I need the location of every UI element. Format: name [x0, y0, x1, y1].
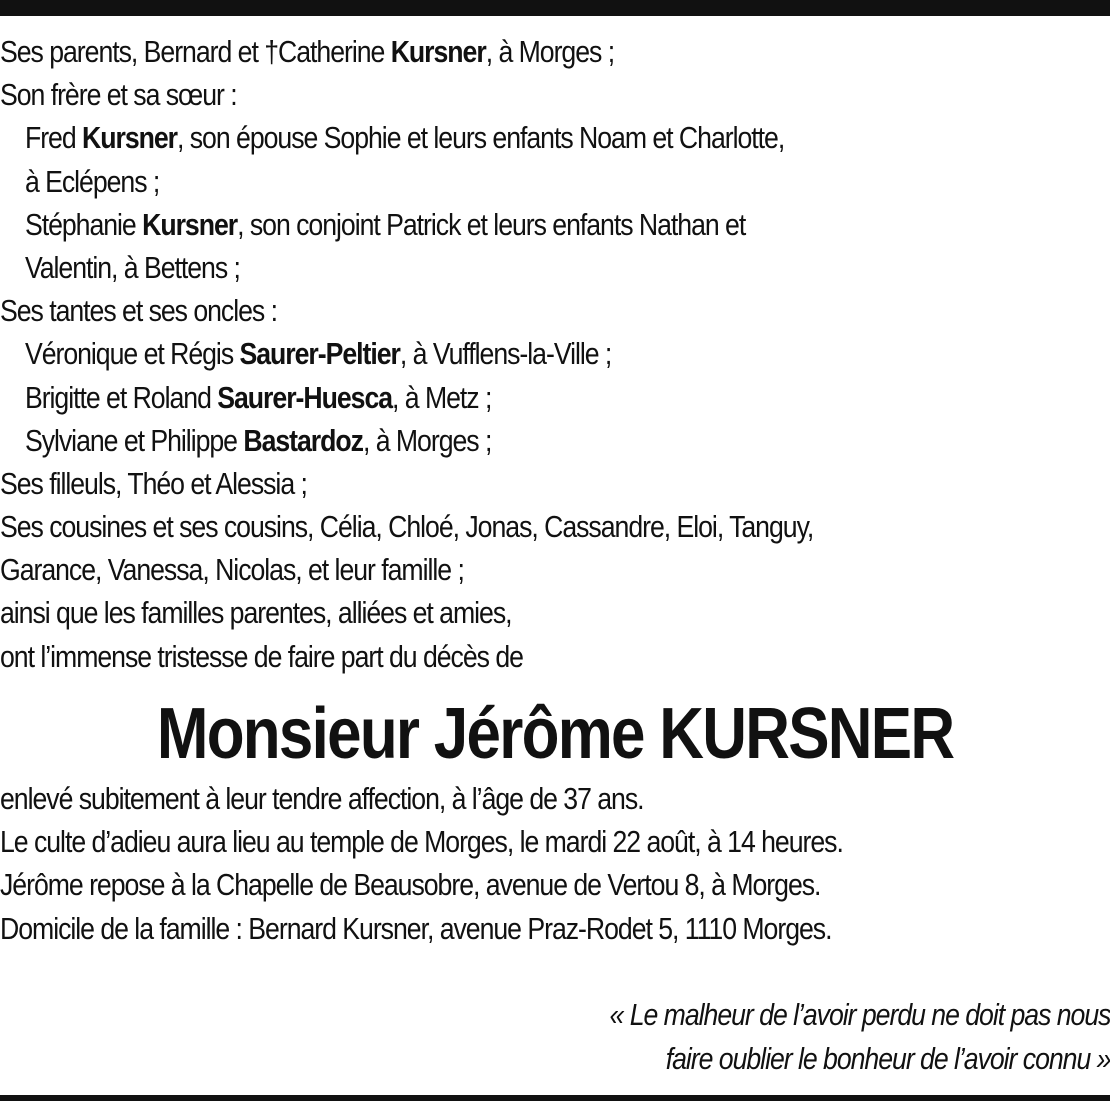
- repose-line: Jérôme repose à la Chapelle de Beausobre, avenue de Vertou 8, à Morges.: [0, 867, 821, 903]
- families-line: ainsi que les familles parentes, alliées et amies,: [0, 595, 512, 631]
- ceremony-line: Le culte d’adieu aura lieu au temple de Morges, le mardi 22 août, à 14 heures.: [0, 824, 843, 860]
- cousins-line: Ses cousines et ses cousins, Célia, Chloé, Jonas, Cassandre, Eloi, Tanguy,: [0, 509, 814, 545]
- aunt-place: , à Vufflens-la-Ville ;: [399, 336, 612, 372]
- sibling-place: Valentin, à Bettens ;: [24, 249, 240, 285]
- sibling-line: [0, 116, 955, 159]
- siblings-heading: Son frère et sa sœur :: [0, 77, 237, 113]
- deceased-name-heading: [0, 692, 1110, 776]
- closing-quote: [0, 993, 1110, 1080]
- aunt-names: Brigitte et Roland: [24, 379, 218, 415]
- aunt-names: Sylviane et Philippe: [24, 422, 244, 458]
- sibling-line: [0, 203, 955, 246]
- top-rule: [0, 0, 1110, 16]
- sibling-family: , son épouse Sophie et leurs enfants Noam et Charlotte,: [177, 120, 785, 156]
- bottom-rule: [0, 1095, 1110, 1101]
- cousins-line: Garance, Vanessa, Nicolas, et leur famille ;: [0, 552, 464, 588]
- surname: Kursner: [390, 34, 486, 69]
- aunt-place: , à Metz ;: [392, 379, 492, 415]
- service-details: [0, 777, 955, 950]
- sibling-first-name: Stéphanie: [24, 206, 143, 242]
- age-line: enlevé subitement à leur tendre affection, à l’âge de 37 ans.: [0, 781, 644, 816]
- announcement-line: ont l’immense tristesse de faire part du décès de: [0, 638, 523, 674]
- godchildren-line: Ses filleuls, Théo et Alessia ;: [0, 465, 307, 501]
- aunt-line: [0, 419, 955, 462]
- parents-text: Ses parents, Bernard et †Catherine: [0, 34, 391, 69]
- quote-line: « Le malheur de l’avoir perdu ne doit pas nous: [609, 997, 1110, 1032]
- aunts-heading: Ses tantes et ses oncles :: [0, 293, 277, 329]
- aunt-names: Véronique et Régis: [24, 336, 240, 372]
- aunt-line: [0, 332, 955, 375]
- sibling-family: , son conjoint Patrick et leurs enfants Nathan et: [237, 206, 746, 242]
- surname: Kursner: [82, 120, 178, 156]
- surname: Bastardoz: [243, 422, 363, 458]
- sibling-place: à Eclépens ;: [24, 163, 160, 199]
- parents-place: , à Morges ;: [485, 34, 615, 69]
- sibling-first-name: Fred: [24, 120, 83, 156]
- parents-line: [0, 30, 955, 73]
- deceased-name: Monsieur Jérôme KURSNER: [156, 694, 954, 774]
- surname: Saurer-Huesca: [217, 379, 393, 415]
- surname: Kursner: [142, 206, 238, 242]
- family-list: [0, 30, 955, 678]
- quote-line: faire oublier le bonheur de l’avoir connu »: [665, 1040, 1110, 1076]
- family-address-line: Domicile de la famille : Bernard Kursner, avenue Praz-Rodet 5, 1110 Morges.: [0, 910, 832, 946]
- aunt-line: [0, 376, 955, 419]
- aunt-place: , à Morges ;: [362, 422, 492, 458]
- surname: Saurer-Peltier: [239, 336, 400, 372]
